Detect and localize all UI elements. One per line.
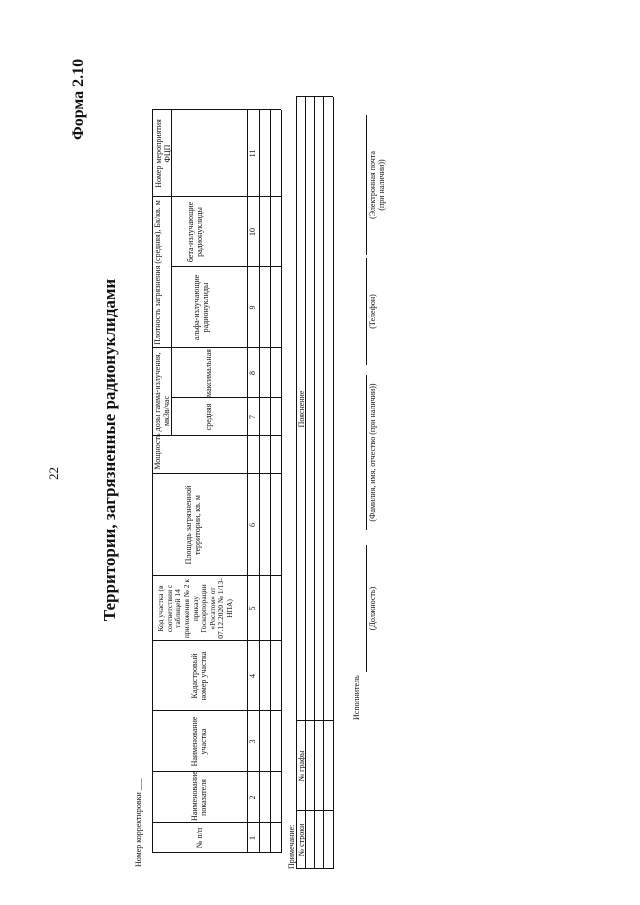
notes-header-explanation: Пояснение <box>297 390 306 428</box>
notes-label: Примечание: <box>287 824 296 869</box>
email-caption-line-2: (при наличии)) <box>377 159 387 211</box>
full-name-caption: (Фамилия, имя, отчество (при наличии)) <box>368 383 377 522</box>
header-col-8: максимальная <box>204 349 213 397</box>
email-caption-line-1: (Электронная почта <box>368 151 377 219</box>
notes-header-row: № строки <box>297 823 306 857</box>
header-col-5: Код участка (в соответствии с таблицей 14 приложения № 2 к приказу Госкорпорации «Росатом» от 07.12.2020 № 1/13-НПА) <box>156 578 234 639</box>
phone-caption: (Телефон) <box>368 294 377 329</box>
col-number-9: 9 <box>248 305 257 310</box>
col-number-6: 6 <box>248 523 257 527</box>
header-col-1: № п/п <box>195 827 204 849</box>
col-number-3: 3 <box>248 739 257 744</box>
col-number-10: 10 <box>248 228 257 236</box>
document-title: Территории, загрязненные радионуклидами <box>100 278 119 622</box>
form-label: Форма 2.10 <box>70 58 87 140</box>
col-number-11: 11 <box>248 149 257 158</box>
header-col-11: Номер мероприятия ФЦП <box>154 119 173 188</box>
correction-number: Номер корректировки ___ <box>134 778 143 867</box>
header-col-7: средняя <box>204 403 213 431</box>
col-number-4: 4 <box>248 674 257 678</box>
position-caption: (Должность) <box>368 586 377 631</box>
notes-header-column: № графы <box>297 750 306 782</box>
header-group-density: Плотность загрязнения (средняя), Бк/кв. м <box>153 200 162 345</box>
col-number-1: 1 <box>248 836 257 840</box>
executor-label: Исполнитель <box>352 675 361 720</box>
page-number: 22 <box>46 467 61 480</box>
col-number-8: 8 <box>248 371 257 375</box>
col-number-2: 2 <box>248 795 257 800</box>
header-col-9: альфа-излучающие радионуклиды <box>192 274 211 341</box>
col-number-5: 5 <box>248 606 257 611</box>
header-col-4: Кадастровый номер участка <box>190 651 209 701</box>
header-col-2: Наименование показателя <box>190 771 209 821</box>
col-number-7: 7 <box>248 415 257 419</box>
header-col-6: Площадь загрязненной территории, кв. м <box>184 485 203 565</box>
header-col-10: бета-излучающие радионуклиды <box>186 201 205 263</box>
email-caption <box>368 115 386 255</box>
header-group-dose: Мощность дозы гамма-излучения, мкЗв/час <box>153 352 172 470</box>
header-col-3: Наименование участка <box>190 716 209 767</box>
